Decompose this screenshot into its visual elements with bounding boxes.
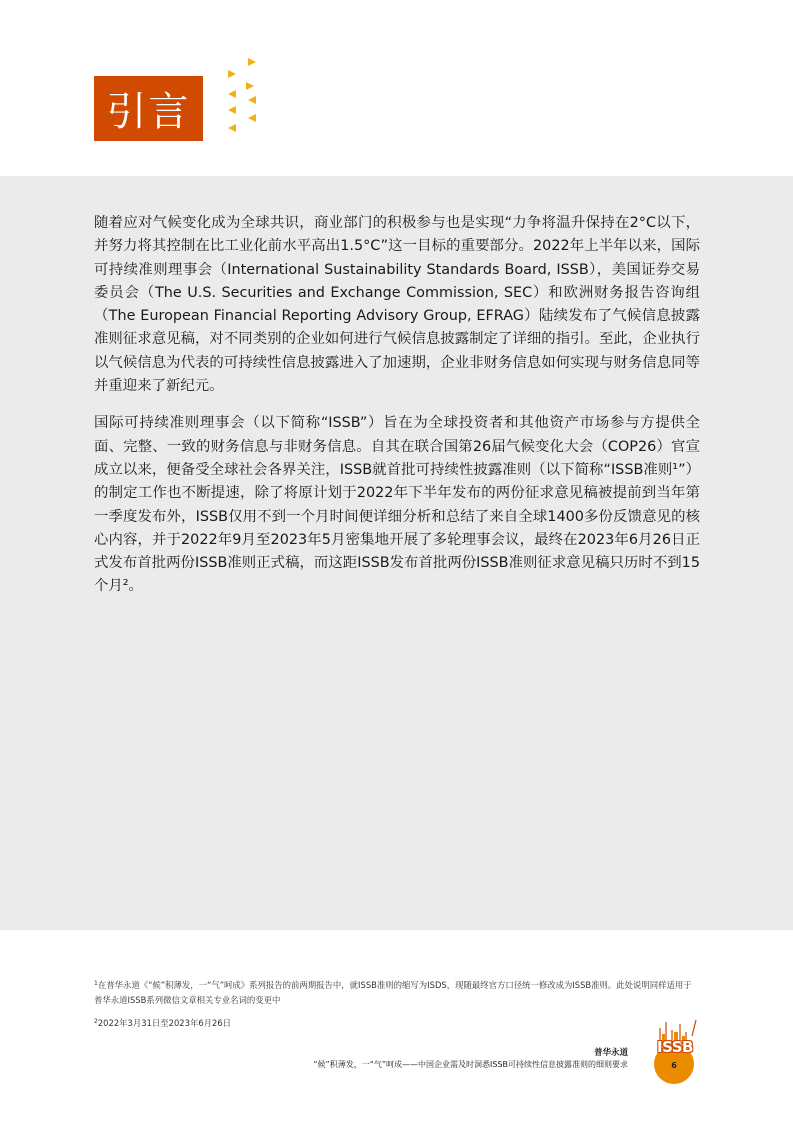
footnote-1 xyxy=(94,976,700,1008)
decorative-chevrons-icon xyxy=(224,56,264,146)
page-badge xyxy=(648,1016,702,1078)
footer-org: 普华永道 xyxy=(593,1048,628,1058)
footnote-2-text: 2022年3月31日至2023年6月26日 xyxy=(97,1018,232,1028)
footer-report-title: “候”积薄发，一“气”呵成——中国企业需及时洞悉ISSB可持续性信息披露准则的细则要求 xyxy=(313,1060,628,1069)
footnote-1-text: 在普华永道《“候”积薄发，一“气”呵成》系列报告的前两期报告中，就ISSB准则的缩写为ISDS，现随最终官方口径统一修改成为ISSB准则。此处说明同样适用于普华永道ISSB系列微信文章相关专业名词的变更中 xyxy=(94,980,692,1005)
body-text xyxy=(94,212,700,613)
footnote-2-marker: 2 xyxy=(94,1018,98,1025)
footnote-2 xyxy=(94,1014,700,1031)
paragraph-2: 国际可持续准则理事会（以下简称“ISSB”）旨在为全球投资者和其他资产市场参与方提供全面、完整、一致的财务信息与非财务信息。自其在联合国第26届气候变化大会（COP26）官宣成立以来，便备受全球社会各界关注，ISSB就首批可持续性披露准则（以下简称“ISSB准则¹”）的制定工作也不断提速，除了将原计划于2022年下半年发布的两份征求意见稿被提前到当年第一季度发布外，ISSB仅用不到一个月时间便详细分析和总结了来自全球1400多份反馈意见的核心内容，并于2022年9月至2023年5月密集地开展了多轮理事会议，最终在2023年6月26日正式发布首批两份ISSB准则正式稿，而这距ISSB发布首批两份ISSB准则征求意见稿只历时不到15个月²。 xyxy=(94,415,700,595)
section-title-text: 引言 xyxy=(106,89,191,135)
footnote-1-marker: 1 xyxy=(94,980,98,987)
section-title xyxy=(94,76,203,141)
badge-text: ISSB xyxy=(657,1038,693,1056)
footnotes xyxy=(94,976,700,1037)
paragraph-1: 随着应对气候变化成为全球共识，商业部门的积极参与也是实现“力争将温升保持在2°C以下，并努力将其控制在比工业化前水平高出1.5°C”这一目标的重要部分。2022年上半年以来，国际可持续准则理事会（International Sustainability Standards Board, ISSB），美国证券交易委员会（The U.S. Securities and Exchange Commission, SEC）和欧洲财务报告咨询组（The European Financial Reporting Advisory Group, EFRAG）陆续发布了气候信息披露准则征求意见稿，对不同类别的企业如何进行气候信息披露制定了详细的指引。至此，企业执行以气候信息为代表的可持续性信息披露进入了加速期，企业非财务信息如何实现与财务信息同等并重迎来了新纪元。 xyxy=(94,215,700,395)
page-number: 6 xyxy=(671,1061,677,1070)
